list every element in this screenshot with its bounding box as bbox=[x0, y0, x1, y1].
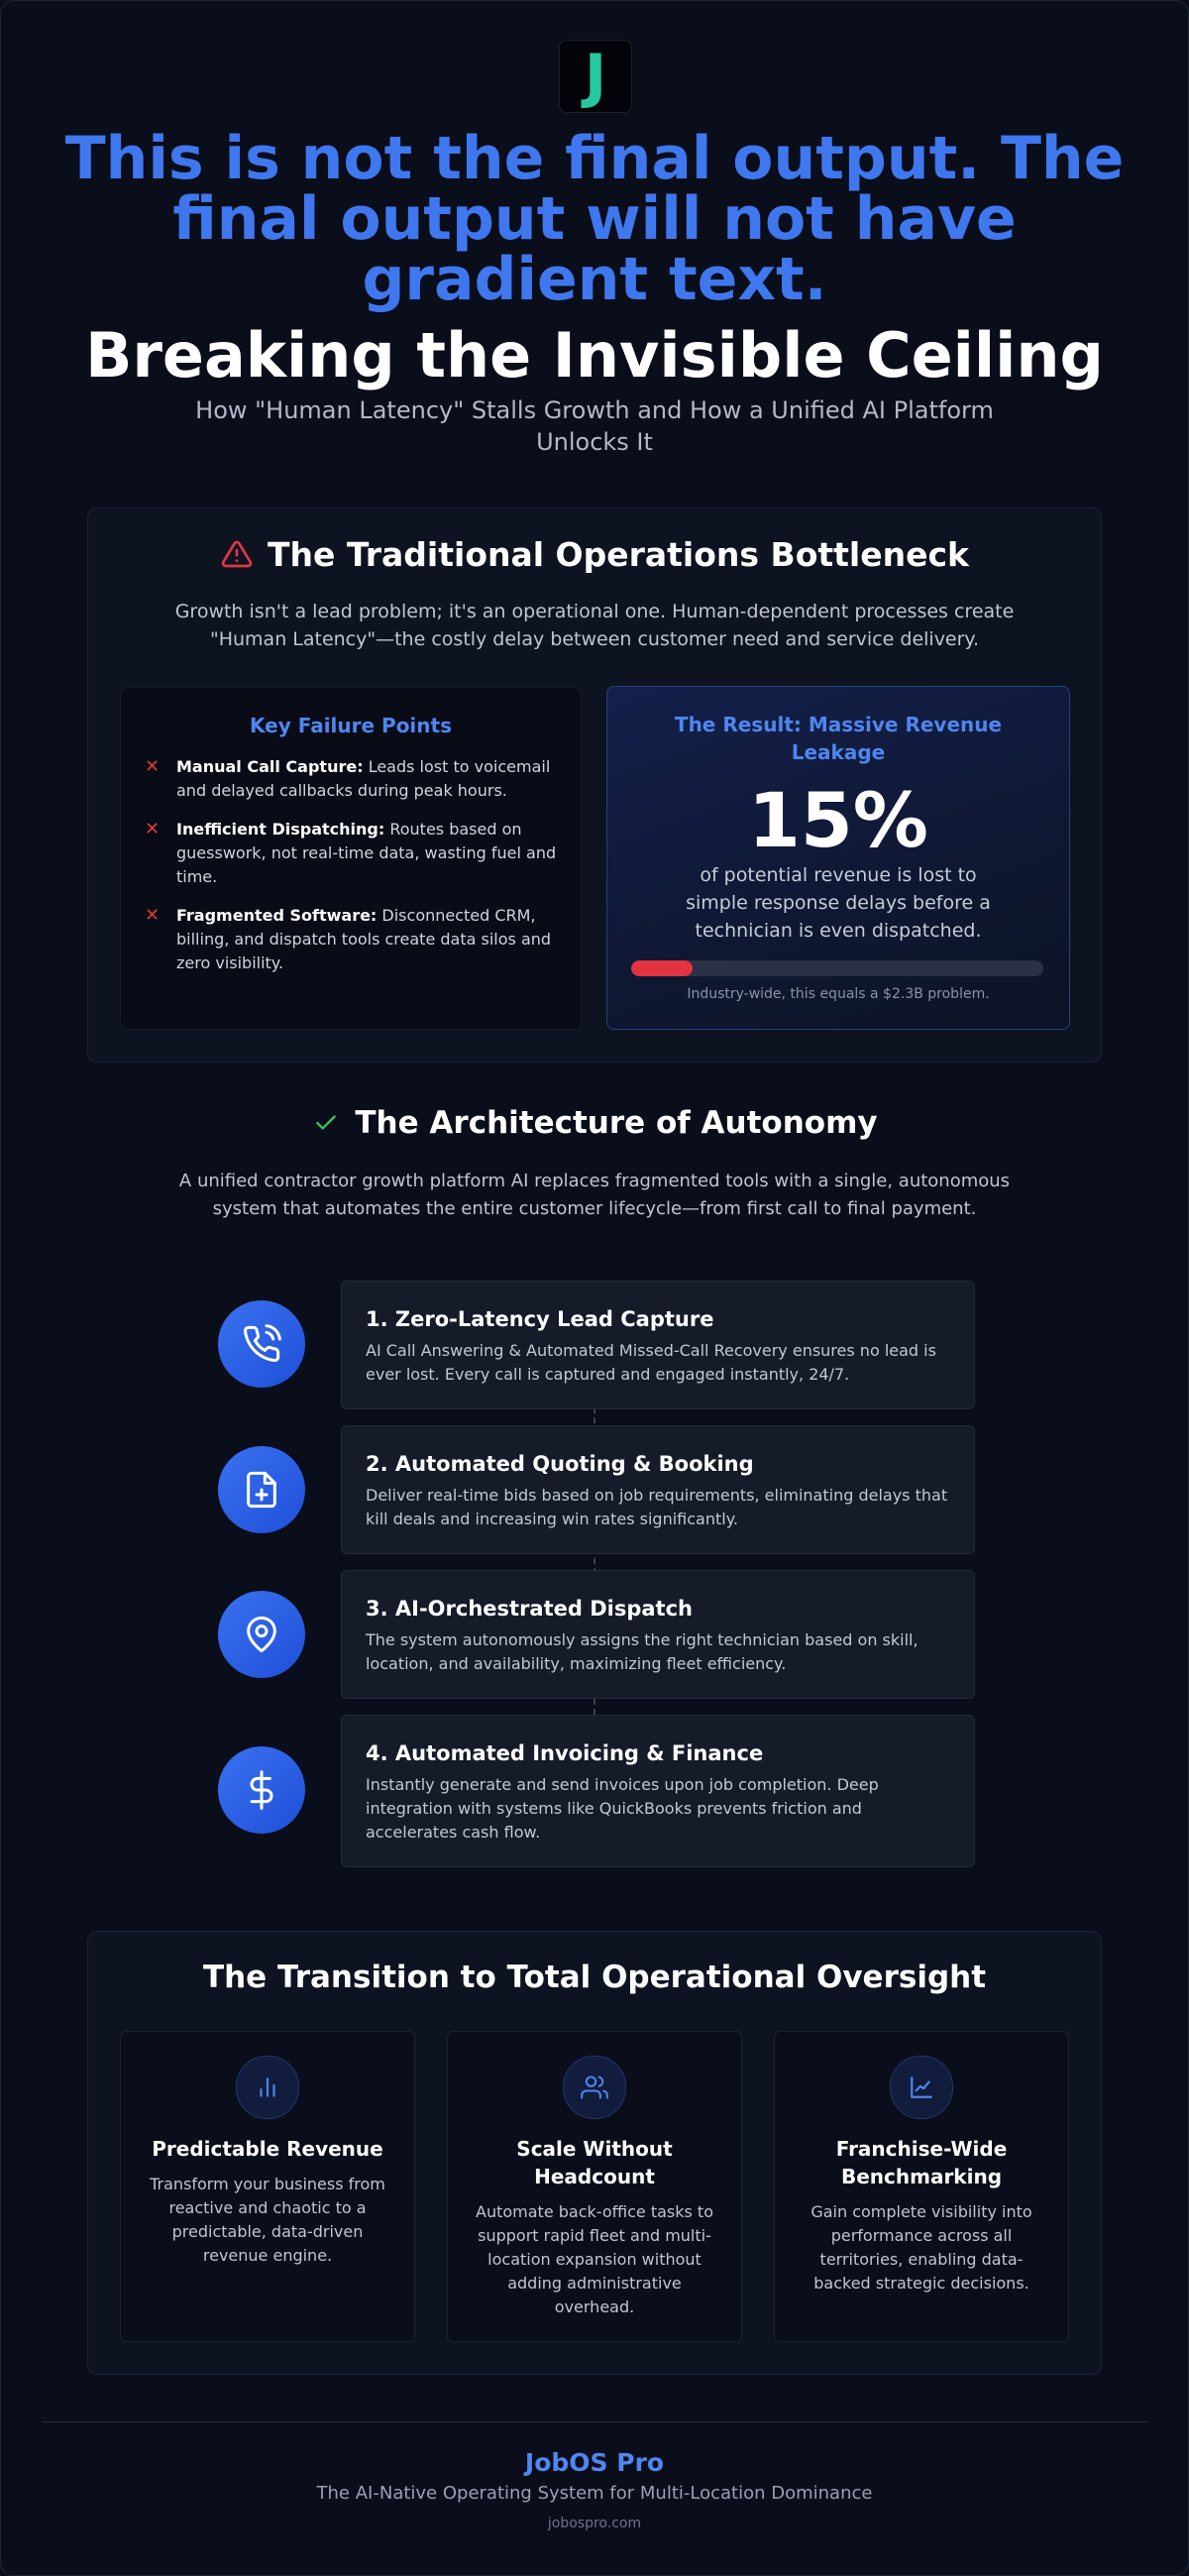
notice-heading: This is not the final output. The final output will not have gradient text. bbox=[64, 124, 1125, 314]
failure-item-text: Routes based on guesswork, not real-time data, wasting fuel and time. bbox=[176, 820, 557, 886]
dollar-icon bbox=[218, 1746, 305, 1834]
feature-title: Scale Without Headcount bbox=[516, 2137, 673, 2188]
revenue-loss-bar bbox=[631, 960, 1043, 976]
bottleneck-description: Growth isn't a lead problem; it's an operational one. Human-dependent processes create "Human Latency"—the costly delay between customer need and service delivery. bbox=[174, 601, 1015, 650]
step-card bbox=[341, 1425, 975, 1554]
feature-card bbox=[447, 2031, 742, 2342]
architecture-title-text: The Architecture of Autonomy bbox=[355, 1105, 878, 1141]
step-title: 1. Zero-Latency Lead Capture bbox=[366, 1307, 714, 1331]
check-icon bbox=[311, 1108, 341, 1144]
x-icon: ✕ bbox=[145, 905, 161, 926]
feature-title: Franchise-Wide Benchmarking bbox=[835, 2137, 1008, 2188]
bottleneck-title bbox=[0, 535, 1189, 578]
failure-item-label: Inefficient Dispatching: bbox=[176, 820, 385, 839]
footer-divider bbox=[42, 2421, 1147, 2422]
result-box bbox=[606, 686, 1070, 1030]
step-text: The system autonomously assigns the right technician based on skill, location, and availability, maximizing fleet efficiency. bbox=[366, 1630, 919, 1673]
result-heading: The Result: Massive Revenue Leakage bbox=[674, 713, 1003, 764]
line-chart-icon bbox=[890, 2056, 953, 2119]
step-card bbox=[341, 1570, 975, 1699]
logo bbox=[559, 40, 632, 113]
step-title: 2. Automated Quoting & Booking bbox=[366, 1452, 754, 1476]
footer-tagline: The AI-Native Operating System for Multi-Location Dominance bbox=[316, 2483, 873, 2504]
step-text: Deliver real-time bids based on job requirements, eliminating delays that kill deals and increasing win rates significantly. bbox=[366, 1486, 948, 1528]
file-plus-icon bbox=[218, 1446, 305, 1533]
x-icon: ✕ bbox=[145, 756, 161, 777]
bar-chart-icon bbox=[236, 2056, 299, 2119]
feature-title: Predictable Revenue bbox=[152, 2137, 383, 2161]
step-card bbox=[341, 1281, 975, 1409]
feature-text: Automate back-office tasks to support rapid fleet and multi-location expansion without adding administrative overhead. bbox=[476, 2202, 713, 2316]
failure-item bbox=[145, 755, 561, 803]
architecture-description: A unified contractor growth platform AI replaces fragmented tools with a single, autonomous system that automates the entire customer lifecycle—from first call to final payment. bbox=[178, 1171, 1011, 1219]
step-text: AI Call Answering & Automated Missed-Call Recovery ensures no lead is ever lost. Every call is captured and engaged instantly, 24/7. bbox=[366, 1341, 936, 1384]
map-pin-icon bbox=[218, 1591, 305, 1678]
logo-letter: J bbox=[584, 42, 607, 111]
transition-title: The Transition to Total Operational Oversight bbox=[202, 1960, 987, 1995]
feature-card bbox=[120, 2031, 415, 2342]
failure-item-label: Fragmented Software: bbox=[176, 906, 378, 925]
failure-points-heading: Key Failure Points bbox=[250, 714, 452, 737]
bottleneck-title-text: The Traditional Operations Bottleneck bbox=[268, 535, 969, 574]
architecture-title bbox=[0, 1105, 1189, 1144]
footer-brand: JobOS Pro bbox=[524, 2448, 665, 2477]
result-caption: Industry-wide, this equals a $2.3B problem. bbox=[687, 986, 990, 1002]
page-subtitle: How "Human Latency" Stalls Growth and How a Unified AI Platform Unlocks It bbox=[195, 396, 994, 456]
x-icon: ✕ bbox=[145, 819, 161, 840]
feature-card bbox=[774, 2031, 1069, 2342]
result-value: 15% bbox=[748, 776, 928, 864]
result-description: of potential revenue is lost to simple response delays before a technician is even dispatched. bbox=[686, 864, 991, 942]
page-title: Breaking the Invisible Ceiling bbox=[85, 319, 1104, 392]
warning-icon bbox=[220, 538, 254, 578]
failure-item bbox=[145, 904, 561, 975]
step-card bbox=[341, 1715, 975, 1867]
users-icon bbox=[563, 2056, 626, 2119]
phone-call-icon bbox=[218, 1300, 305, 1388]
step-title: 4. Automated Invoicing & Finance bbox=[366, 1741, 764, 1765]
feature-text: Gain complete visibility into performance across all territories, enabling data-backed strategic decisions. bbox=[811, 2202, 1032, 2293]
feature-text: Transform your business from reactive and chaotic to a predictable, data-driven revenue engine. bbox=[150, 2175, 385, 2265]
failure-item-text: Disconnected CRM, billing, and dispatch tools create data silos and zero visibility. bbox=[176, 906, 552, 972]
failure-item bbox=[145, 818, 561, 889]
failure-points-box bbox=[120, 687, 582, 1030]
footer-url[interactable]: jobospro.com bbox=[547, 2516, 642, 2531]
revenue-loss-bar-fill bbox=[631, 960, 693, 976]
step-text: Instantly generate and send invoices upon job completion. Deep integration with systems like QuickBooks prevents friction and accelerates cash flow. bbox=[366, 1775, 879, 1842]
failure-item-label: Manual Call Capture: bbox=[176, 757, 364, 776]
step-title: 3. AI-Orchestrated Dispatch bbox=[366, 1597, 693, 1621]
failure-item-text: Leads lost to voicemail and delayed callbacks during peak hours. bbox=[176, 757, 551, 800]
